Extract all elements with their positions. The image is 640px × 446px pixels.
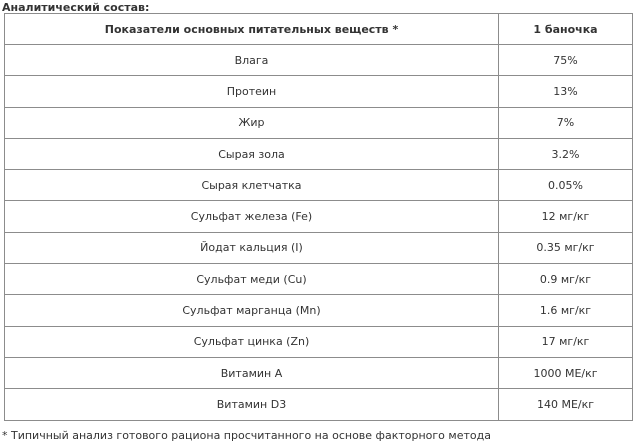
table-row: [5, 232, 633, 263]
nutrient-value-cell: 0.05%: [499, 170, 633, 201]
nutrient-value-cell: 17 мг/кг: [499, 326, 633, 357]
table-row: [5, 170, 633, 201]
nutrient-table: [4, 13, 633, 421]
nutrient-name-cell: Сульфат марганца (Mn): [5, 295, 499, 326]
table-row: [5, 357, 633, 388]
nutrient-name-cell: Сырая зола: [5, 138, 499, 169]
nutrient-value-cell: 0.35 мг/кг: [499, 232, 633, 263]
table-row: [5, 76, 633, 107]
nutrient-name-cell: Йодат кальция (I): [5, 232, 499, 263]
table-row: [5, 326, 633, 357]
column-header-nutrient: Показатели основных питательных веществ *: [5, 14, 499, 45]
footnote: * Типичный анализ готового рациона просчитанного на основе факторного метода: [2, 429, 491, 442]
nutrient-value-cell: 1000 МЕ/кг: [499, 357, 633, 388]
nutrient-name-cell: Протеин: [5, 76, 499, 107]
table-row: [5, 107, 633, 138]
table-row: [5, 389, 633, 420]
nutrient-value-cell: 13%: [499, 76, 633, 107]
nutrient-value-cell: 3.2%: [499, 138, 633, 169]
nutrient-name-cell: Сульфат цинка (Zn): [5, 326, 499, 357]
table-row: [5, 264, 633, 295]
section-heading: Аналитический состав:: [2, 1, 150, 14]
table-row: [5, 45, 633, 76]
nutrient-name-cell: Влага: [5, 45, 499, 76]
table-header-row: [5, 14, 633, 45]
table-row: [5, 295, 633, 326]
nutrient-name-cell: Сульфат меди (Cu): [5, 264, 499, 295]
nutrient-value-cell: 1.6 мг/кг: [499, 295, 633, 326]
table-row: [5, 138, 633, 169]
nutrient-value-cell: 140 МЕ/кг: [499, 389, 633, 420]
nutrient-name-cell: Сырая клетчатка: [5, 170, 499, 201]
nutrient-value-cell: 12 мг/кг: [499, 201, 633, 232]
nutrient-value-cell: 75%: [499, 45, 633, 76]
nutrient-value-cell: 7%: [499, 107, 633, 138]
nutrient-name-cell: Жир: [5, 107, 499, 138]
nutrient-name-cell: Сульфат железа (Fe): [5, 201, 499, 232]
column-header-amount: 1 баночка: [499, 14, 633, 45]
nutrient-name-cell: Витамин D3: [5, 389, 499, 420]
table-row: [5, 201, 633, 232]
nutrient-name-cell: Витамин А: [5, 357, 499, 388]
nutrient-value-cell: 0.9 мг/кг: [499, 264, 633, 295]
